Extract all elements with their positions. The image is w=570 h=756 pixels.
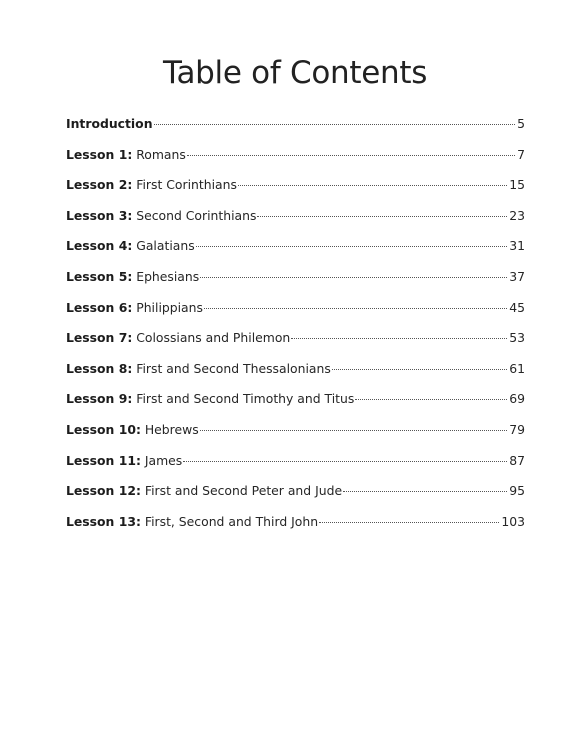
toc-entry-title: First and Second Thessalonians (136, 360, 331, 376)
toc-entry-number: Lesson 6: (66, 299, 133, 315)
toc-page-number: 23 (509, 207, 525, 223)
toc-entry-label (66, 201, 256, 232)
toc-page-number: 87 (509, 452, 525, 468)
toc-entry-label (66, 446, 182, 477)
dot-leader (257, 216, 507, 217)
dot-leader (196, 246, 508, 247)
toc-entry-lesson-5 (66, 262, 525, 293)
toc-entry-label (66, 109, 153, 140)
toc-page-number: 5 (517, 116, 525, 131)
toc-entry-lesson-3 (66, 201, 525, 232)
toc-entry-title: First and Second Peter and Jude (144, 483, 343, 499)
toc-entry-number: Lesson 5: (66, 268, 133, 284)
toc-entry-lesson-13 (66, 507, 525, 538)
toc-entry-title: Romans (136, 146, 186, 162)
dot-leader (187, 155, 515, 156)
toc-entry-title: First and Second Timothy and Titus (136, 391, 355, 407)
toc-entry-title: Colossians and Philemon (136, 330, 291, 346)
dot-leader (355, 399, 507, 400)
toc-entry-number: Lesson 10: (66, 421, 141, 437)
toc-entry-title: Galatians (136, 238, 195, 254)
toc-entry-label (66, 507, 318, 538)
toc-entry-number: Introduction (66, 116, 153, 131)
toc-entry-lesson-7 (66, 323, 525, 354)
toc-page-number: 45 (509, 299, 525, 315)
toc-entry-label (66, 293, 203, 324)
toc-entry-number: Lesson 3: (66, 207, 133, 223)
toc-entry-label (66, 262, 199, 293)
dot-leader (291, 338, 507, 339)
toc-page-number: 7 (517, 146, 525, 162)
toc-entry-lesson-6 (66, 293, 525, 324)
toc-entry-title: James (144, 452, 183, 468)
toc-entry-title: Ephesians (136, 268, 200, 284)
toc-page-number: 103 (501, 513, 525, 529)
toc-page-number: 31 (509, 238, 525, 254)
toc-entry-number: Lesson 9: (66, 391, 133, 407)
toc-entry-number: Lesson 8: (66, 360, 133, 376)
toc-entry-label (66, 354, 331, 385)
toc-entry-label (66, 140, 186, 171)
toc-page-number: 95 (509, 483, 525, 499)
toc-page-number: 53 (509, 330, 525, 346)
dot-leader (154, 124, 516, 125)
toc-entry-label (66, 384, 354, 415)
toc-entry-lesson-12 (66, 476, 525, 507)
toc-entry-number: Lesson 4: (66, 238, 133, 254)
toc-page-number: 37 (509, 268, 525, 284)
toc-entry-label (66, 231, 195, 262)
toc-entry-number: Lesson 2: (66, 177, 133, 193)
toc-entry-number: Lesson 7: (66, 330, 133, 346)
toc-entry-lesson-8 (66, 354, 525, 385)
toc-entry-label (66, 323, 290, 354)
toc-entry-title: First Corinthians (136, 177, 237, 193)
toc-entry-title: Philippians (136, 299, 203, 315)
toc-entry-lesson-10 (66, 415, 525, 446)
toc-entry-lesson-4 (66, 231, 525, 262)
dot-leader (332, 369, 507, 370)
toc-entry-introduction (66, 109, 525, 140)
toc-page-number: 15 (509, 177, 525, 193)
toc-entry-number: Lesson 12: (66, 483, 141, 499)
dot-leader (343, 491, 507, 492)
toc-entry-label (66, 415, 199, 446)
dot-leader (200, 277, 507, 278)
toc-entry-lesson-1 (66, 140, 525, 171)
toc-entry-label (66, 170, 237, 201)
toc-entry-lesson-9 (66, 384, 525, 415)
dot-leader (319, 522, 499, 523)
dot-leader (200, 430, 508, 431)
toc-page-number: 79 (509, 421, 525, 437)
toc-page-number: 61 (509, 360, 525, 376)
toc-entry-title: First, Second and Third John (144, 513, 319, 529)
dot-leader (238, 185, 507, 186)
toc-entry-lesson-11 (66, 446, 525, 477)
toc-entry-title: Hebrews (144, 421, 199, 437)
toc-entry-number: Lesson 13: (66, 513, 141, 529)
toc-entry-number: Lesson 11: (66, 452, 141, 468)
toc-entry-label (66, 476, 342, 507)
dot-leader (204, 308, 507, 309)
toc-entry-title: Second Corinthians (136, 207, 257, 223)
toc-page-number: 69 (509, 391, 525, 407)
page-title: Table of Contents (162, 55, 428, 91)
toc-entry-lesson-2 (66, 170, 525, 201)
dot-leader (183, 461, 507, 462)
toc-entry-number: Lesson 1: (66, 146, 133, 162)
table-of-contents (66, 109, 525, 537)
